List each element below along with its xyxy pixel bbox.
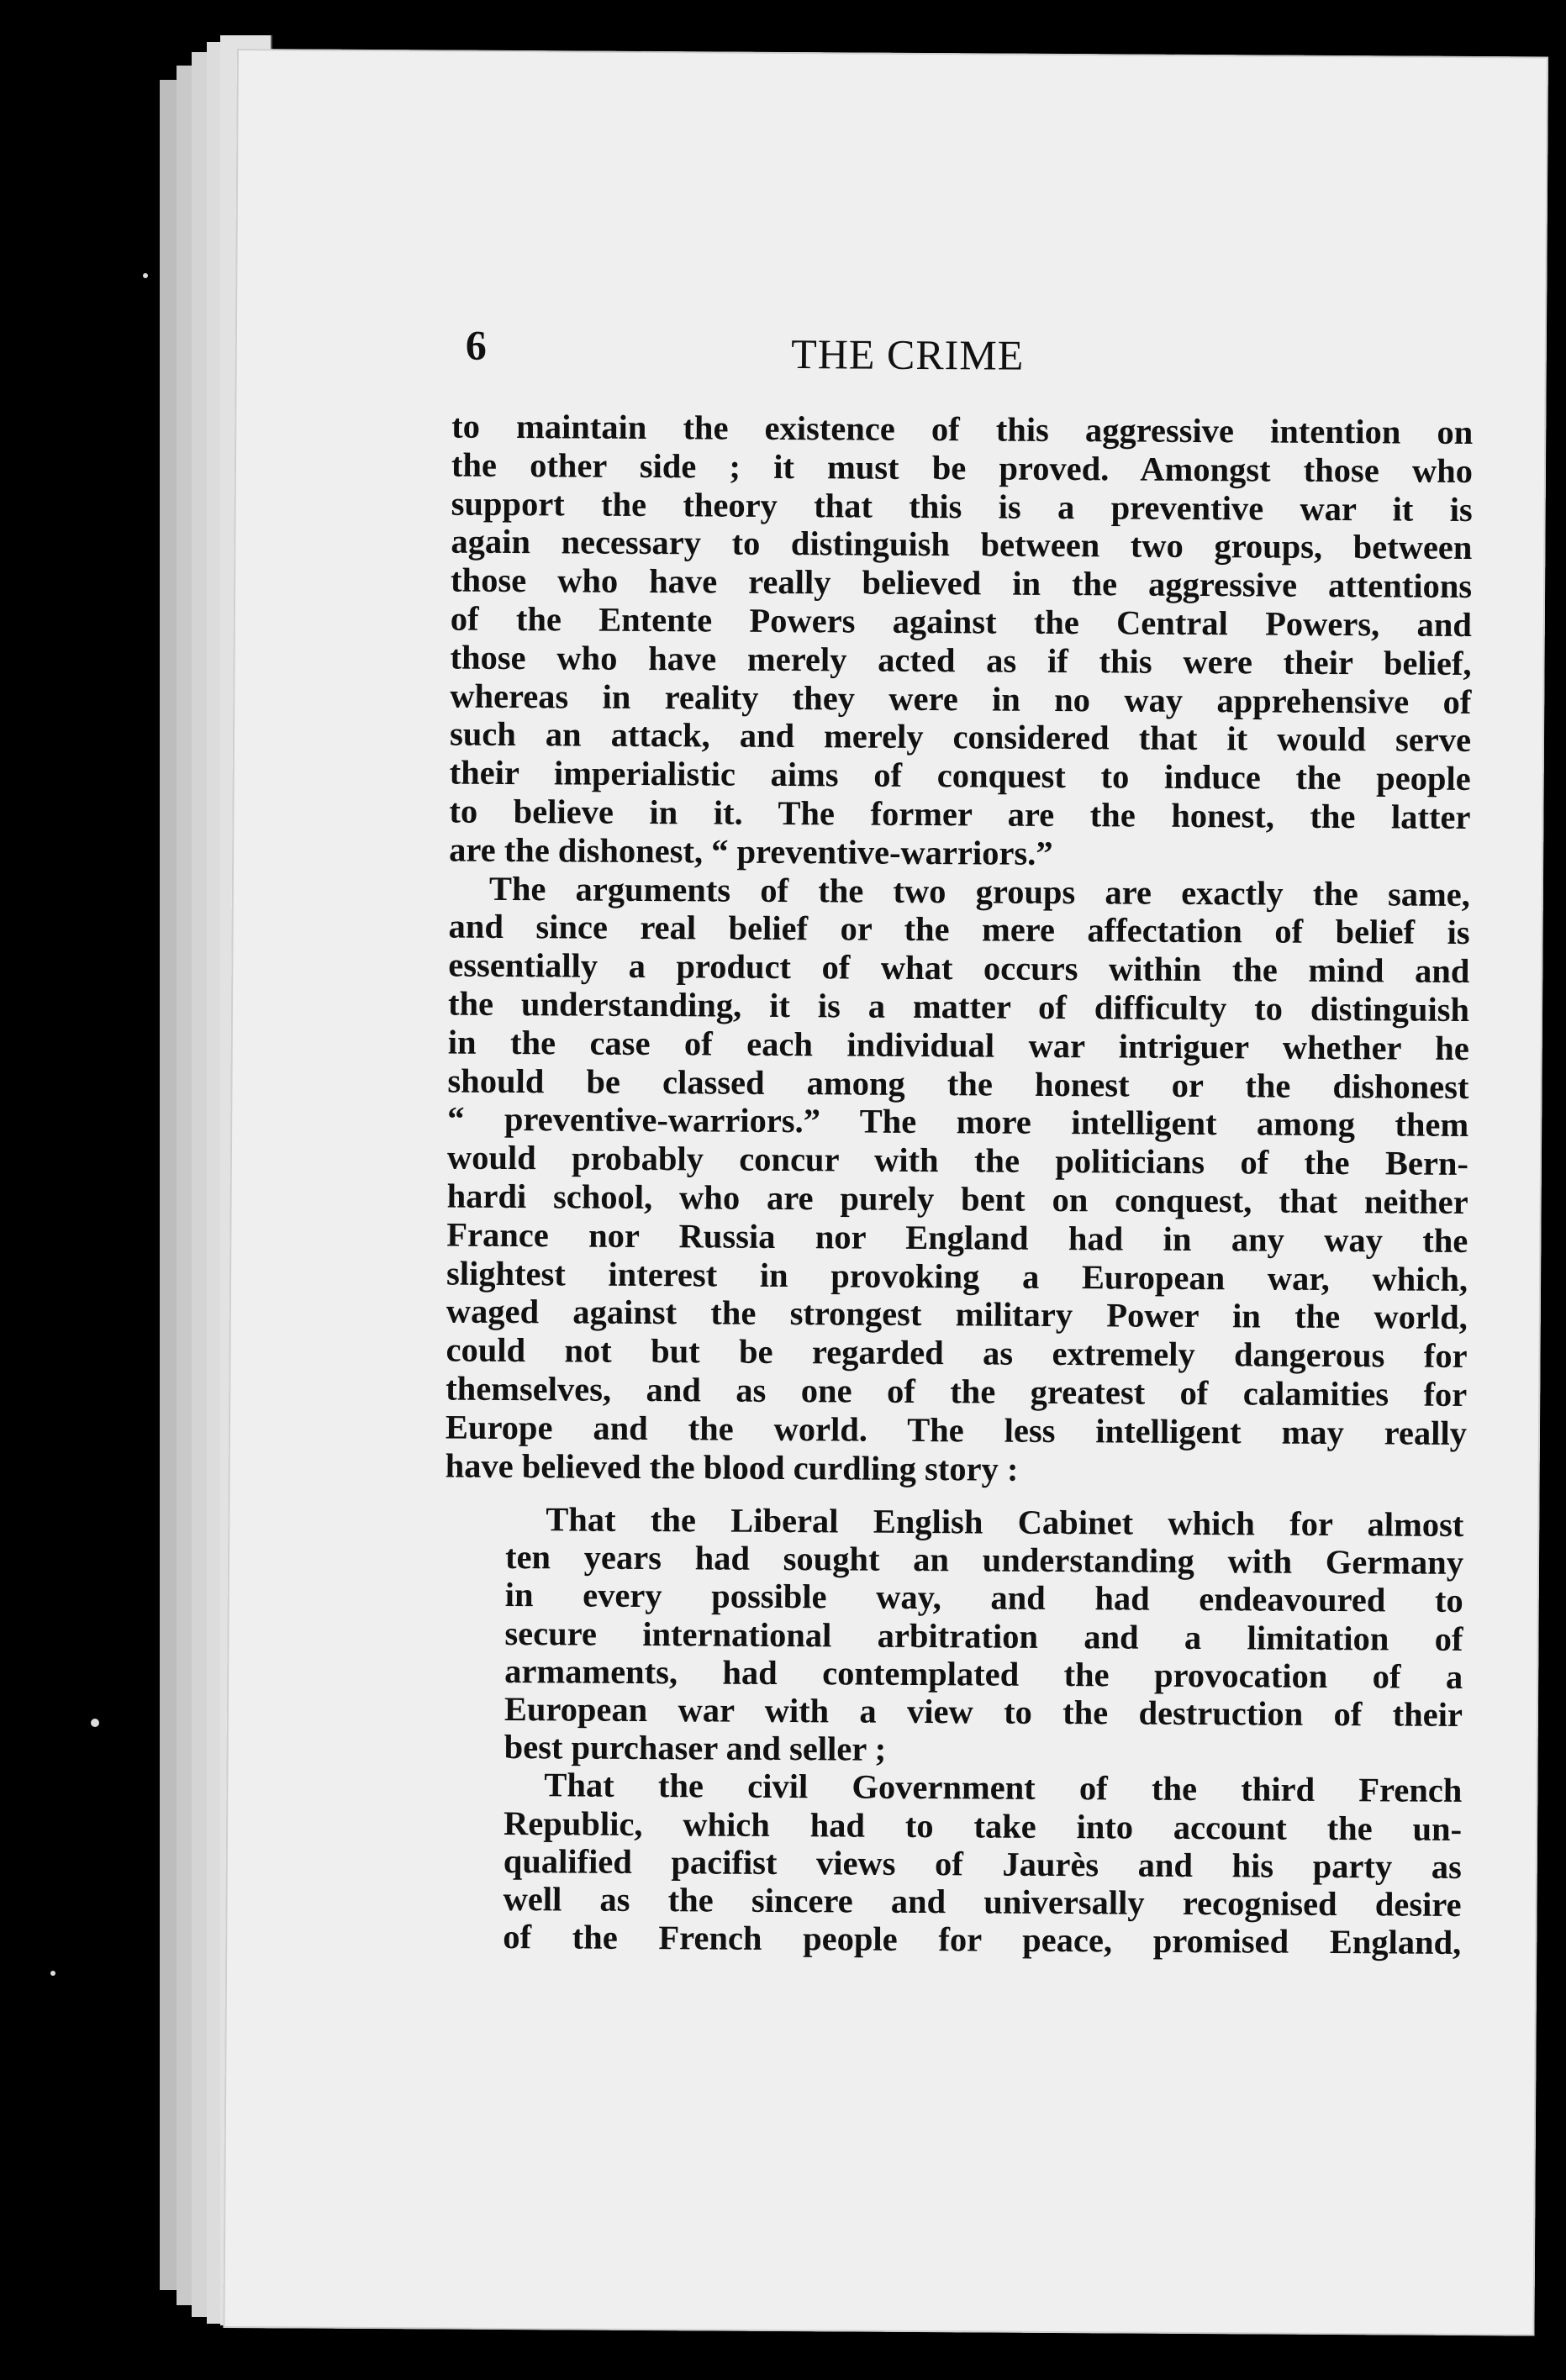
text-line: would probably concur with the politicians of the Bern- <box>446 1138 1469 1183</box>
text-line: armaments, had contemplated the provocation of a <box>504 1651 1463 1696</box>
text-line: best purchaser and seller ; <box>504 1728 887 1768</box>
text-line: those who have really believed in the aggressive attentions <box>451 561 1473 606</box>
scan-speck <box>91 1719 99 1727</box>
text-line: the other side ; it must be proved. Amongst those who <box>451 445 1474 490</box>
paragraph-1 <box>449 408 1473 876</box>
text-line: waged against the strongest military Power in the world, <box>446 1292 1468 1337</box>
text-line: ten years had sought an understanding with Germany <box>504 1538 1464 1582</box>
page-number: 6 <box>465 321 488 369</box>
text-line: such an attack, and merely considered that it would serve <box>449 714 1472 760</box>
text-line: in the case of each individual war intriguer whether he <box>447 1023 1469 1067</box>
running-head: THE CRIME <box>791 330 1025 379</box>
text-line: should be classed among the honest or the dishonest <box>447 1061 1469 1106</box>
text-line: to believe in it. The former are the honest, the latter <box>449 792 1471 836</box>
block-quote <box>503 1500 1463 1961</box>
text-line: “ preventive-warriors.” The more intelligent among them <box>447 1099 1469 1145</box>
text-line: Europe and the world. The less intelligent may really <box>445 1408 1468 1452</box>
text-line: That the civil Government of the third French <box>544 1766 1463 1810</box>
quote-paragraph-2 <box>503 1766 1462 1961</box>
text-line: of the Entente Powers against the Central Powers, and <box>450 599 1472 644</box>
quote-paragraph-1 <box>504 1500 1464 1772</box>
text-line: of the French people for peace, promised England, <box>503 1918 1462 1962</box>
text-line: those who have merely acted as if this were their belief, <box>450 638 1472 682</box>
text-line: again necessary to distinguish between two groups, between <box>451 522 1473 567</box>
text-line: whereas in reality they were in no way apprehensive of <box>450 677 1472 721</box>
text-line: in every possible way, and had endeavoured to <box>504 1576 1463 1620</box>
book-page <box>223 49 1548 2335</box>
text-line: slightest interest in provoking a European war, which, <box>446 1254 1468 1298</box>
text-line: could not but be regarded as extremely dangerous for <box>446 1330 1468 1376</box>
paragraph-2 <box>446 869 1470 1491</box>
text-line: their imperialistic aims of conquest to induce the people <box>449 753 1471 798</box>
text-line: European war with a view to the destruction of their <box>504 1689 1463 1734</box>
text-line: and since real belief or the mere affectation of belief is <box>448 907 1470 952</box>
text-line: the understanding, it is a matter of difficulty to distinguish <box>447 984 1470 1029</box>
text-line: Republic, which had to take into account the un- <box>503 1803 1463 1848</box>
scan-speck <box>50 1971 55 1976</box>
text-line: support the theory that this is a preventive war it is <box>451 484 1473 529</box>
text-line: well as the sincere and universally recognised desire <box>503 1880 1462 1924</box>
text-line: to maintain the existence of this aggressive intention on <box>451 407 1474 451</box>
text-line: are the dishonest, “ preventive-warriors.” <box>449 830 1053 872</box>
text-line: themselves, and as one of the greatest of calamities for <box>446 1369 1468 1414</box>
scan-speck <box>143 273 148 278</box>
text-line: hardi school, who are purely bent on conquest, that neither <box>446 1177 1468 1221</box>
text-line: qualified pacifist views of Jaurès and his party as <box>503 1841 1462 1886</box>
body-text <box>446 408 1474 1492</box>
text-line: That the Liberal English Cabinet which for almost <box>546 1500 1464 1544</box>
text-line: have believed the blood curdling story : <box>445 1446 1019 1488</box>
text-line: secure international arbitration and a limitation of <box>504 1614 1463 1658</box>
text-line: The arguments of the two groups are exactly the same, <box>488 869 1471 914</box>
text-line: essentially a product of what occurs within the mind and <box>448 945 1470 991</box>
text-line: France nor Russia nor England had in any way the <box>446 1215 1468 1260</box>
